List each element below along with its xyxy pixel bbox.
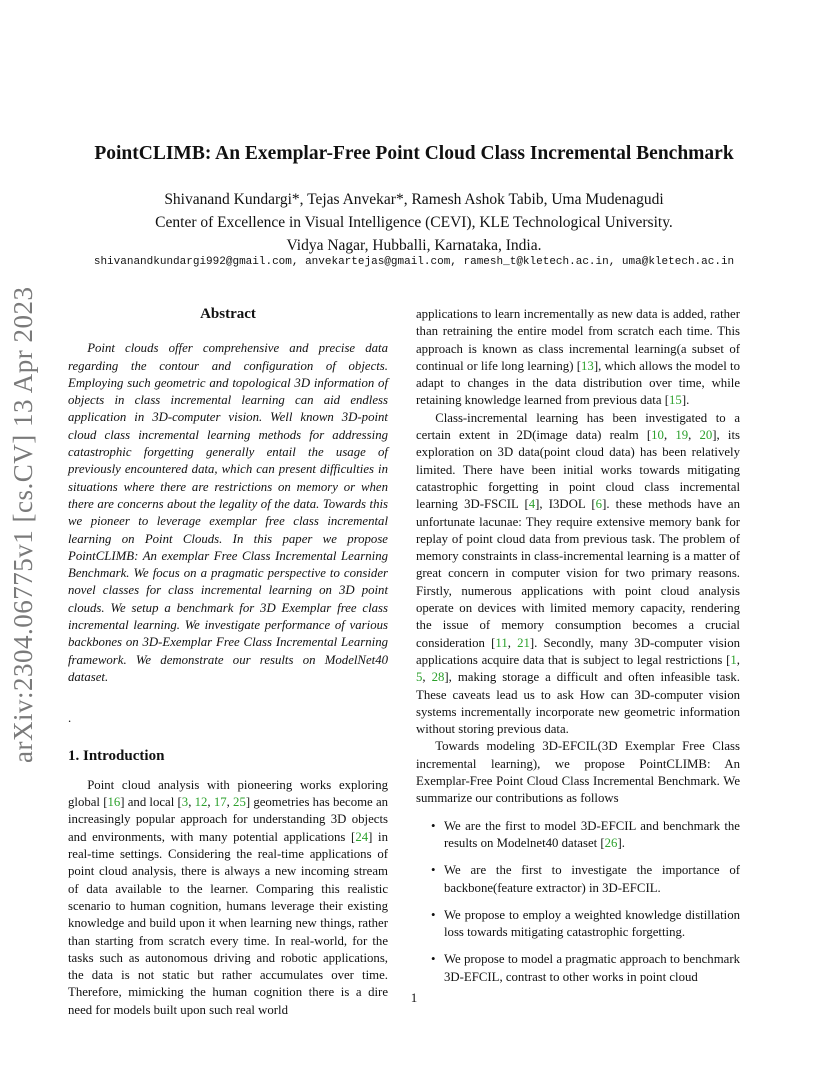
contributions-list bbox=[416, 818, 740, 986]
list-item: • We are the first to investigate the importance of backbone(feature extractor) in 3D-EFCIL. bbox=[431, 863, 740, 895]
introduction-paragraph-1: Point cloud analysis with pioneering works exploring global [16] and local [3, 12, 17, 25] geometries has become an increasingly popular approach for understanding 3D objects and environments, with many potential applications [24] in real-time settings. Considering the real-time applications of point cloud analysis, there is always a new incoming stream of data available to the learner. Comparing this realistic scenario to human cognition, humans leverage their existing knowledge and build upon it when learning new things, rather than starting from scratch every time. In real-world, for the tasks such as autonomous driving and robotic applications, the data is not static but rather accumulates over time. Therefore, mimicking the human cognition there is a dire need for models built upon such real world bbox=[68, 777, 389, 1017]
list-item: • We propose to model a pragmatic approach to benchmark 3D-EFCIL, contrast to other works in point cloud bbox=[431, 952, 740, 984]
arxiv-identifier: arXiv:2304.06775v1 [cs.CV] 13 Apr 2023 bbox=[8, 286, 38, 764]
separator-dot: . bbox=[68, 711, 72, 726]
author-block bbox=[0, 188, 828, 257]
introduction-paragraph-2: Class-incremental learning has been investigated to a certain extent in 2D(image data) realm [10, 19, 20], its exploration on 3D data(point cloud data) has been relatively limited. There have been initial works towards mitigating catastrophic forgetting in point cloud class incremental learning 3D-FSCIL [4], I3DOL [6]. these methods have an unfortunate lacunae: They require extensive memory bank for replay of point cloud data from previous task. The problem of memory constraints in class-incremental learning is a matter of great concern in computer vision for two primary reasons. Firstly, numerous applications with point cloud analysis operate on devices with limited memory capacity, rendering the issue of memory consumption becomes a crucial consideration [11, 21]. Secondly, many 3D-computer vision applications acquire data that is subject to legal restrictions [1, 5, 28], making storage a difficult and often infeasible task. These caveats lead us to ask How can 3D-computer vision systems incrementally incorporate new geometric information without storing previous data. bbox=[416, 410, 741, 737]
citation-link[interactable]: 24 bbox=[355, 829, 369, 844]
introduction-paragraph-3: Towards modeling 3D-EFCIL(3D Exemplar Free Class incremental learning), we propose PointCLIMB: An Exemplar-Free Point Cloud Class Incremental Benchmark. We summarize our contributions as follows bbox=[416, 739, 740, 806]
citation-link[interactable]: 28 bbox=[431, 670, 445, 685]
bullet-icon: • bbox=[431, 952, 436, 967]
citation-link[interactable]: 5 bbox=[416, 670, 423, 685]
citation-link[interactable]: 11 bbox=[495, 635, 508, 650]
bullet-icon: • bbox=[431, 818, 436, 833]
author-emails: shivanandkundargi992@gmail.com, anvekartejas@gmail.com, ramesh_t@kletech.ac.in, uma@kletech.ac.in bbox=[93, 256, 735, 268]
citation-link[interactable]: 4 bbox=[528, 497, 536, 512]
abstract-heading: Abstract bbox=[200, 306, 256, 322]
citation-link[interactable]: 12 bbox=[194, 795, 208, 810]
citation-link[interactable]: 19 bbox=[675, 428, 689, 443]
bullet-icon: • bbox=[431, 907, 436, 922]
author-affiliation: Center of Excellence in Visual Intelligence (CEVI), KLE Technological University. bbox=[155, 214, 673, 231]
citation-link[interactable]: 13 bbox=[581, 358, 594, 373]
list-item: • We are the first to model 3D-EFCIL and benchmark the results on Modelnet40 dataset [26]. bbox=[431, 818, 740, 850]
author-names: Shivanand Kundargi*, Tejas Anvekar*, Ramesh Ashok Tabib, Uma Mudenagudi bbox=[164, 191, 664, 208]
introduction-paragraph-1-continued: applications to learn incrementally as new data is added, rather than retraining the entire model from scratch each time. This approach is known as class incremental learning(a subset of continual or life long learning) [13], which allows the model to adapt to changes in the data distribution over time, while retaining knowledge learned from previous data [15]. bbox=[416, 307, 741, 408]
author-address: Vidya Nagar, Hubballi, Karnataka, India. bbox=[286, 237, 542, 254]
right-column bbox=[416, 306, 740, 996]
citation-link[interactable]: 3 bbox=[181, 795, 189, 810]
citation-link[interactable]: 16 bbox=[107, 795, 121, 810]
citation-link[interactable]: 10 bbox=[651, 428, 664, 443]
citation-link[interactable]: 17 bbox=[213, 795, 227, 810]
citation-link[interactable]: 26 bbox=[604, 835, 618, 850]
citation-link[interactable]: 20 bbox=[699, 428, 713, 443]
citation-link[interactable]: 6 bbox=[595, 497, 603, 512]
citation-link[interactable]: 1 bbox=[730, 652, 737, 667]
paper-title: PointCLIMB: An Exemplar-Free Point Cloud Class Incremental Benchmark bbox=[94, 143, 734, 164]
abstract-text: Point clouds offer comprehensive and precise data regarding the contour and configuration of objects. Employing such geometric and topological 3D information of objects in class incremental learning can aid endless application in 3D-computer vision. Well known 3D-point cloud class incremental learning methods for addressing catastrophic forgetting generally entail the usage of previously encountered data, which can present difficulties in situations where there are restrictions on memory or when there are concerns about the legality of the data. Towards this we pioneer to leverage exemplar free class incremental learning on Point Clouds. In this paper we propose PointCLIMB: An exemplar Free Class Incremental Learning Benchmark. We focus on a pragmatic perspective to consider novel classes for class incremental learning on 3D point clouds. We setup a benchmark for 3D Exemplar free class incremental learning. We investigate performance of various backbones on 3D-Exemplar Free Class Incremental Learning framework. We demonstrate our results on ModelNet40 dataset. bbox=[68, 341, 388, 684]
citation-link[interactable]: 25 bbox=[233, 795, 246, 810]
introduction-heading: 1. Introduction bbox=[68, 747, 165, 764]
list-item: • We propose to employ a weighted knowledge distillation loss towards mitigating catastrophic forgetting. bbox=[431, 907, 740, 940]
citation-link[interactable]: 15 bbox=[669, 393, 682, 408]
page-number: 1 bbox=[410, 990, 418, 1005]
left-column bbox=[68, 306, 388, 1019]
citation-link[interactable]: 21 bbox=[517, 635, 530, 650]
bullet-icon: • bbox=[431, 863, 436, 878]
